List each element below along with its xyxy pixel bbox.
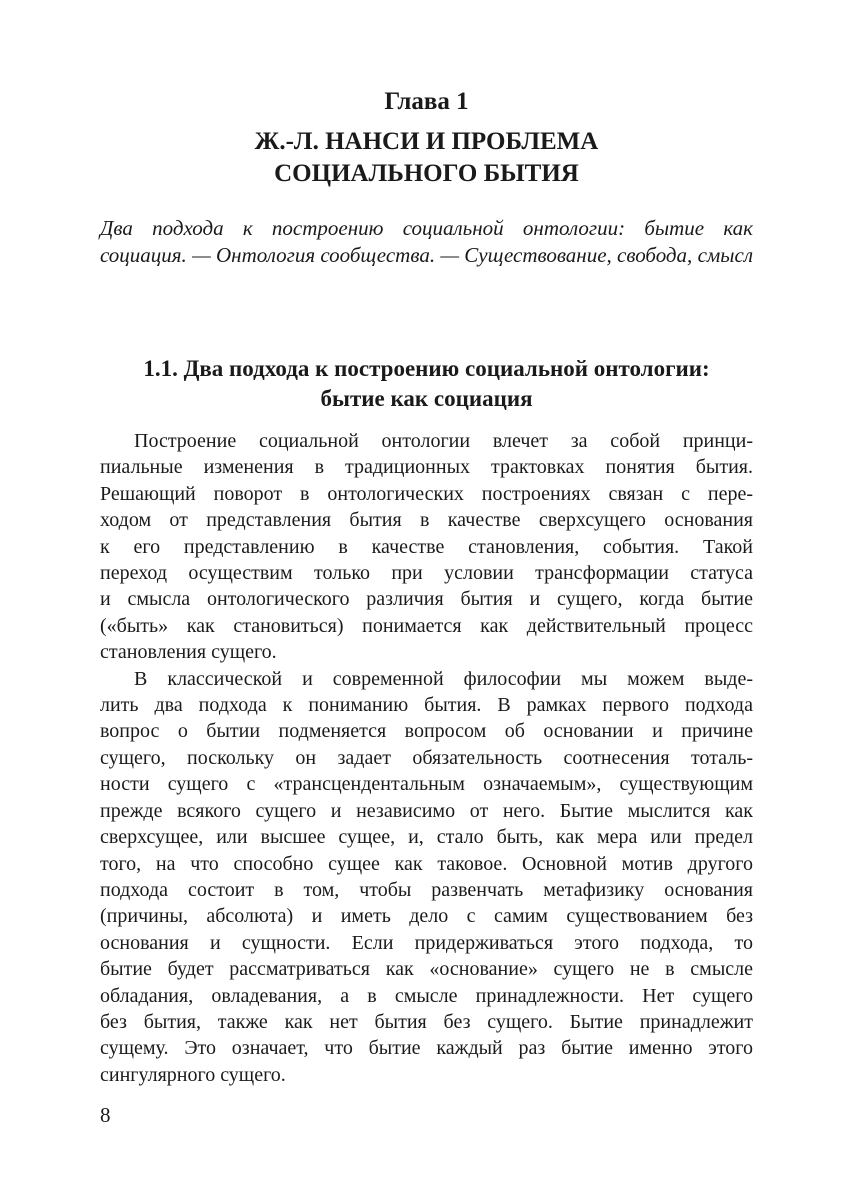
text-line: без бытия, также как нет бытия без сущего. Бытие принадлежит [100,1010,753,1033]
paragraph-2 [100,666,753,1089]
text-line: лить два подхода к пониманию бытия. В рамках первого подхода [100,694,753,717]
text-line: («быть» как становиться) понимается как действительный процесс [100,614,753,637]
text-line: и смысла онтологического различия бытия и сущего, когда бытие [100,588,753,611]
abstract-line: Два подхода к построению социальной онтологии: бытие как [100,216,753,240]
page-number: 8 [100,1103,111,1127]
text-line: (причины, абсолюта) и иметь дело с самим существованием без [100,905,753,928]
section-heading [100,354,753,414]
text-line: сущего, поскольку он задает обязательность соотнесения тоталь- [100,746,753,769]
text-line: переход осуществим только при условии трансформации статуса [100,562,753,585]
text-line: к его представлению в качестве становления, события. Такой [100,535,753,558]
text-line: Построение социальной онтологии влечет за собой принци- [134,430,753,452]
text-line: сверхсущее, или высшее сущее, и, стало быть, как мера или предел [100,826,753,849]
chapter-title-line: Ж.-Л. НАНСИ И ПРОБЛЕМА [254,128,599,155]
chapter-abstract [100,215,753,269]
abstract-line: социация. — Онтология сообщества. — Существование, свобода, смысл [100,243,753,267]
chapter-title-line: СОЦИАЛЬНОГО БЫТИЯ [274,160,579,187]
text-line: сущему. Это означает, что бытие каждый раз бытие именно этого [100,1037,753,1060]
text-line: того, на что способно сущее как таковое. Основной мотив другого [100,852,753,875]
section-heading-line: 1.1. Два подхода к построению социальной онтологии: [143,356,710,381]
text-line: вопрос о бытии подменяется вопросом об основании и причине [100,720,753,743]
text-line: сингулярного сущего. [100,1063,286,1086]
section-heading-line: бытие как социация [320,386,533,411]
text-line: обладания, овладевания, а в смысле принадлежности. Нет сущего [100,984,753,1007]
text-line: Решающий поворот в онтологических построениях связан с пере- [100,482,753,505]
body-text [100,428,753,1088]
text-line: становления сущего. [100,641,277,664]
text-line: бытие будет рассматриваться как «основание» сущего не в смысле [100,958,753,981]
text-line: пиальные изменения в традиционных трактовках понятия бытия. [100,456,753,479]
paragraph-1 [100,428,753,666]
chapter-title [100,126,753,190]
text-line: ходом от представления бытия в качестве сверхсущего основания [100,509,753,532]
text-line: ности сущего с «трансцендентальным означаемым», существующим [100,773,753,796]
text-line: основания и сущности. Если придерживаться этого подхода, то [100,931,753,954]
chapter-label: Глава 1 [384,88,469,115]
text-line: прежде всякого сущего и независимо от него. Бытие мыслится как [100,799,753,822]
text-line: В классической и современной философии мы можем выде- [134,667,753,690]
text-line: подхода состоит в том, чтобы развенчать метафизику основания [100,878,753,901]
